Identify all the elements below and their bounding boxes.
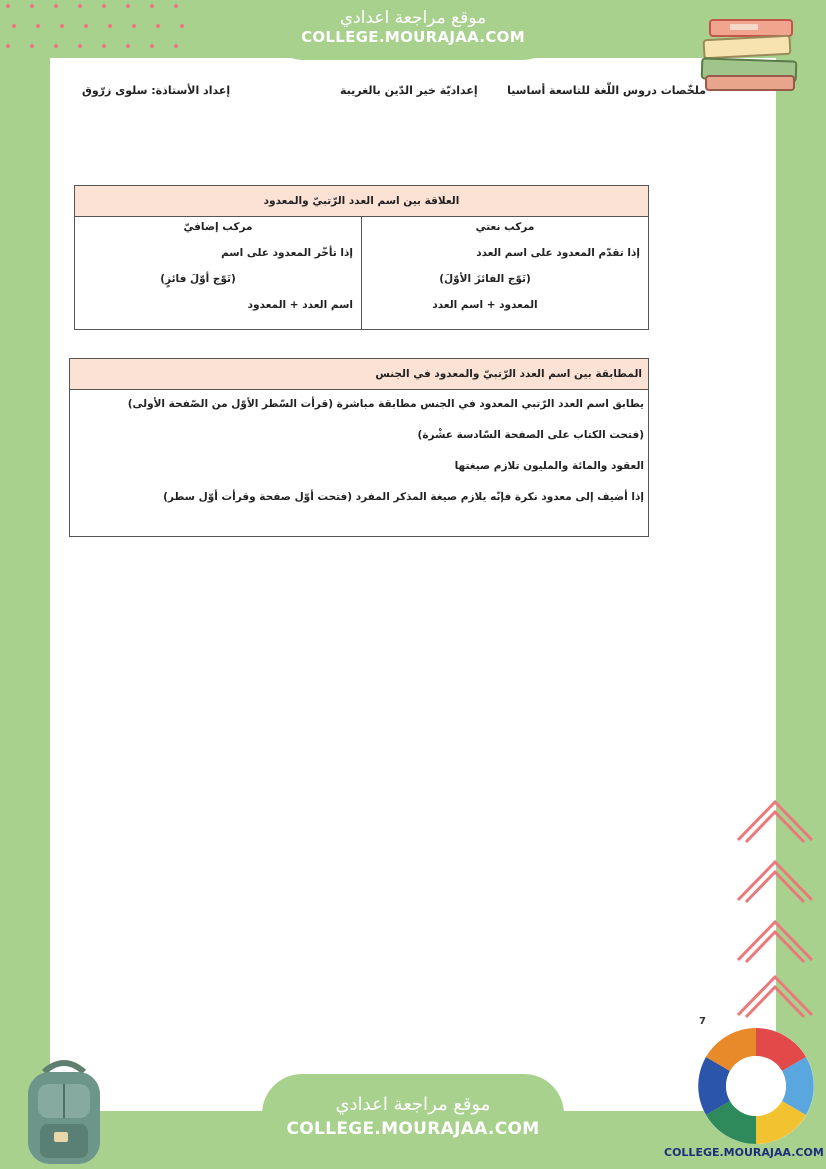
header-school: إعداديّة خير الدّين بالغريبة — [340, 84, 478, 97]
table-title: العلاقة بين اسم العدد الرّتبيّ والمعدود — [75, 186, 649, 217]
dot — [174, 44, 178, 48]
list-item: يطابق اسم العدد الرّتبي المعدود في الجنس مطابقة مباشرة (قرأت السّطر الأوّل من الصّفحة الأولى) — [127, 398, 644, 410]
dot — [180, 24, 184, 28]
decorative-dots — [6, 4, 206, 54]
gender-agreement-table — [69, 358, 649, 537]
rule-text: إذا تقدّم المعدود على اسم العدد — [476, 247, 640, 259]
dot — [156, 24, 160, 28]
chevron-up-icon — [730, 790, 820, 1020]
header-subject: ملخّصات دروس اللّغة للتاسعة أساسيا — [507, 84, 706, 97]
books-icon — [700, 12, 800, 98]
ordinal-relation-table — [74, 185, 649, 330]
banner-arabic-title: موقع مراجعة اعدادي — [335, 1094, 491, 1115]
dot — [6, 44, 10, 48]
example-text: (تَوّج أوّلَ فائزٍ) — [160, 273, 236, 285]
banner-url[interactable]: COLLEGE.MOURAJAA.COM — [301, 28, 525, 46]
list-item: إذا أضيف إلى معدود نكرة فإنّه يلازم صيغة المذكر المفرد (فتحت أوّل صفحة وقرأت أوّل سطر) — [163, 491, 644, 503]
list-item: العقود والمائة والمليون تلازم صيغتها — [454, 460, 644, 472]
page-number: 7 — [699, 1016, 706, 1027]
subjects-wheel-logo[interactable] — [694, 1024, 818, 1148]
dot — [54, 4, 58, 8]
dot — [102, 4, 106, 8]
genitive-compound-cell — [75, 217, 362, 330]
column-heading: مركب نعتي — [475, 221, 535, 233]
list-item: (فتحت الكتاب على الصفحة السّادسة عشْرة) — [417, 429, 644, 441]
dot — [54, 44, 58, 48]
dot — [78, 44, 82, 48]
logo-label[interactable]: COLLEGE.MOURAJAA.COM — [664, 1146, 824, 1159]
dot — [126, 44, 130, 48]
dot — [150, 44, 154, 48]
dot — [150, 4, 154, 8]
table-title: المطابقة بين اسم العدد الرّتبيّ والمعدود في الجنس — [70, 359, 649, 390]
formula-text: المعدود + اسم العدد — [432, 299, 538, 311]
dot — [30, 4, 34, 8]
dot — [60, 24, 64, 28]
dot — [174, 4, 178, 8]
dot — [132, 24, 136, 28]
site-banner-top[interactable] — [264, 0, 562, 60]
dot — [102, 44, 106, 48]
dot — [78, 4, 82, 8]
dot — [12, 24, 16, 28]
banner-arabic-title: موقع مراجعة اعدادي — [339, 8, 487, 28]
dot — [126, 4, 130, 8]
formula-text: اسم العدد + المعدود — [247, 299, 353, 311]
dot — [108, 24, 112, 28]
rules-cell — [70, 390, 649, 537]
site-banner-bottom[interactable] — [262, 1074, 564, 1169]
dot — [84, 24, 88, 28]
frame-left — [0, 0, 50, 1169]
example-text: (تَوّج الفائزَ الأوّلَ) — [439, 273, 531, 285]
header-teacher: إعداد الأستاذة: سلوى زرّوق — [82, 84, 231, 97]
adjectival-compound-cell — [362, 217, 649, 330]
dot — [30, 44, 34, 48]
banner-url[interactable]: COLLEGE.MOURAJAA.COM — [286, 1119, 540, 1139]
dot — [36, 24, 40, 28]
dot — [6, 4, 10, 8]
column-heading: مركب إضافيّ — [183, 221, 253, 233]
rule-text: إذا تأخّر المعدود على اسم — [221, 247, 353, 259]
backpack-icon — [14, 1054, 114, 1166]
